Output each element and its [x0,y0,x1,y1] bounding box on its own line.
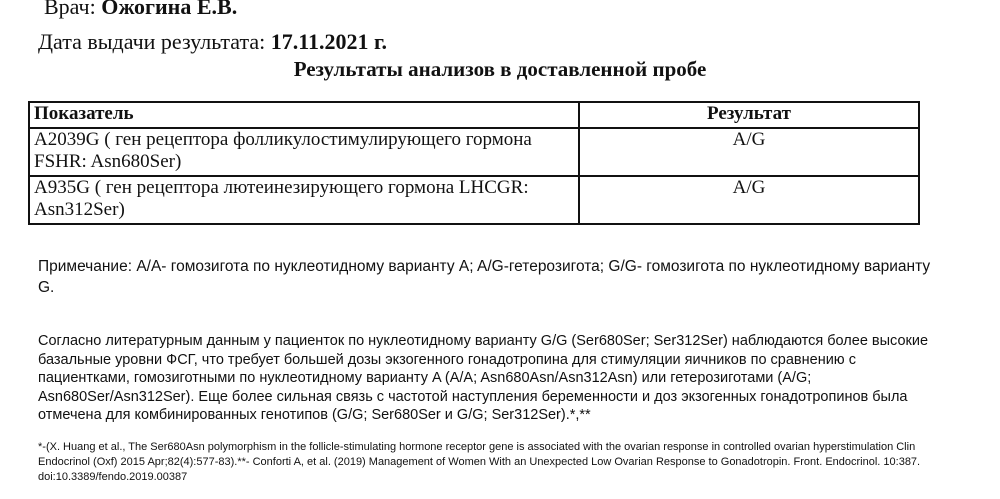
indicator-cell: A935G ( ген рецептора лютеинезирующего гормона LHCGR: Asn312Ser) [29,176,579,224]
genotype-note: Примечание: A/A- гомозигота по нуклеотидному варианту A; A/G-гетерозигота; G/G- гомозигота по нуклеотидному варианту G. [38,258,931,296]
issue-date-line [38,29,387,55]
doctor-line [44,0,237,20]
table-row [29,176,919,224]
table-header-row [29,102,919,128]
issue-date-value: 17.11.2021 г. [270,29,388,54]
literature-paragraph: Согласно литературным данным у пациенток по нуклеотидному варианту G/G (Ser680Ser; Ser312Ser) наблюдаются более высокие базальные уровни ФСГ, что требует большей дозы экзогенного гонадотропина для стимуляции яичников по сравнению с пациентками, гомозиготными по нуклеотидному варианту A (A/A; Asn680Asn/Asn312Asn) или гетерозиготами (A/G; Asn680Ser/Asn312Ser). Еще более сильная связь с частотой наступления беременности и доз экзогенных гонадотропинов была отмечена для комбинированных генотипов (G/G; Ser680Ser и G/G; Ser312Ser).*,** [38,333,929,423]
table-row [29,128,919,176]
result-cell: A/G [579,176,919,224]
column-header-result: Результат [579,102,919,128]
column-header-indicator: Показатель [29,102,579,128]
results-table [28,101,920,225]
reference-footnote: *-(X. Huang et al., The Ser680Asn polymorphism in the follicle-stimulating hormone receptor gene is associated with the ovarian response in controlled ovarian hyperstimulation Clin Endocrinol (Oxf) 2015 Apr;82(4):577-83).**- Conforti A, et al. (2019) Management of Women With an Unexpected Low Ovarian Response to Gonadotropin. Front. Endocrinol. 10:387. doi:10.3389/fendo.2019.00387 [38,441,921,483]
indicator-cell: A2039G ( ген рецептора фолликулостимулирующего гормона FSHR: Asn680Ser) [29,128,579,176]
issue-date-label: Дата выдачи результата: [38,29,266,54]
doctor-label: Врач: [44,0,96,19]
result-cell: A/G [579,128,919,176]
results-heading: Результаты анализов в доставленной пробе [293,57,707,81]
doctor-name: Ожогина Е.В. [101,0,238,19]
